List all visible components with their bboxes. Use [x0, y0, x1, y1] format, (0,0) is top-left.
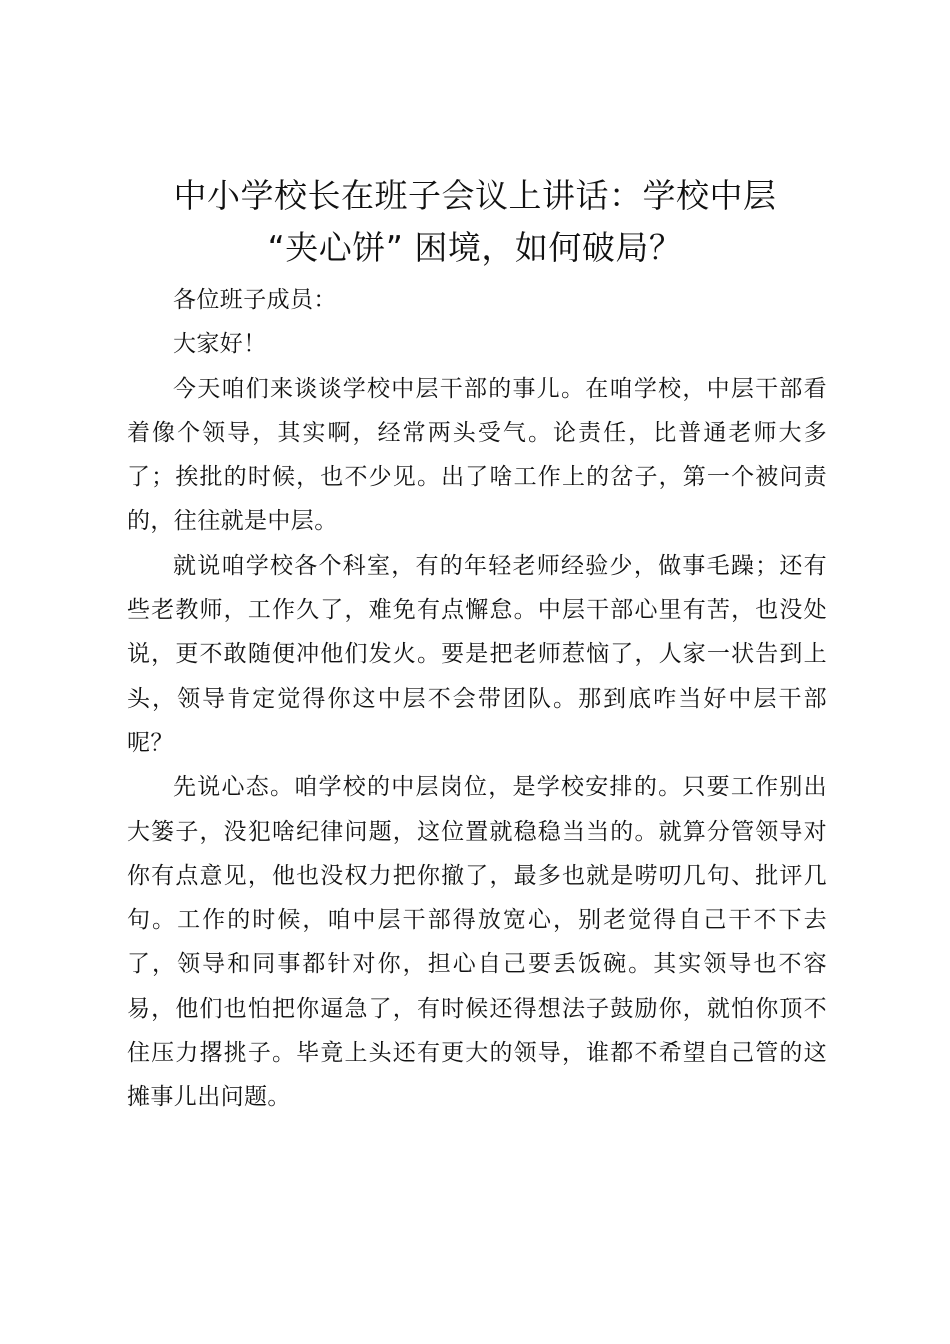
paragraph-2: 就说咱学校各个科室，有的年轻老师经验少，做事毛躁；还有些老教师，工作久了，难免有点懈怠。中层干部心里有苦，也没处说，更不敢随便冲他们发火。要是把老师惹恼了，人家一状告到上头，领导肯定觉得你这中层不会带团队。那到底咋当好中层干部呢？	[127, 552, 827, 756]
document-body	[127, 278, 827, 1120]
salutation: 各位班子成员：	[173, 287, 337, 313]
greeting: 大家好！	[173, 331, 267, 358]
document-title	[120, 170, 830, 274]
title-line-1: 中小学校长在班子会议上讲话：学校中层	[173, 176, 777, 215]
paragraph-3: 先说心态。咱学校的中层岗位，是学校安排的。只要工作别出大篓子，没犯啥纪律问题，这位置就稳稳当当的。就算分管领导对你有点意见，他也没权力把你撤了，最多也就是唠叨几句、批评几句。工作的时候，咱中层干部得放宽心，别老觉得自己干不下去了，领导和同事都针对你，担心自己要丢饭碗。其实领导也不容易，他们也怕把你逼急了，有时候还得想法子鼓励你，就怕你顶不住压力撂挑子。毕竟上头还有更大的领导，谁都不希望自己管的这摊事儿出问题。	[127, 774, 827, 1111]
paragraph-1: 今天咱们来谈谈学校中层干部的事儿。在咱学校，中层干部看着像个领导，其实啊，经常两头受气。论责任，比普通老师大多了；挨批的时候，也不少见。出了啥工作上的岔子，第一个被问责的，往往就是中层。	[127, 375, 827, 535]
title-line-2: “夹心饼” 困境，如何破局？	[267, 228, 683, 267]
